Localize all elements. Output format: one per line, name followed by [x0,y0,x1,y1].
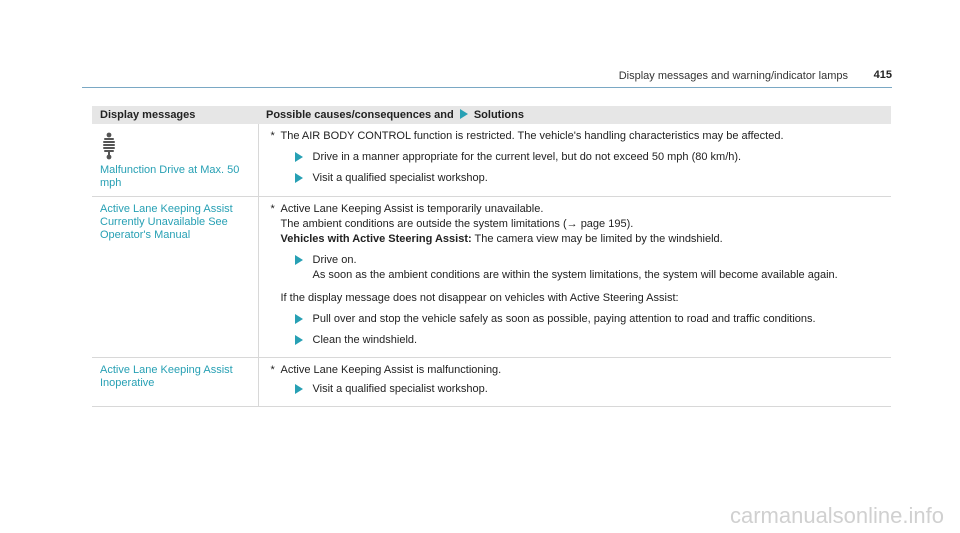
follow-up-note: If the display message does not disappear on vehicles with Active Steering Assist: [280,292,679,304]
arrow-right-icon [295,173,303,183]
display-message-text: Active Lane Keeping Assist Currently Unavailable See Operator's Manual [100,203,233,241]
display-message-text: Active Lane Keeping Assist Inoperative [100,364,233,389]
solution-step-line: As soon as the ambient conditions are within the system limitations, the system will become available again. [312,269,838,281]
vehicle-note-rest: The camera view may be limited by the windshield. [471,233,723,245]
arrow-right-icon [295,152,303,162]
solution-step [295,151,884,164]
column-header-messages: Display messages [92,106,258,124]
cause-text: * The AIR BODY CONTROL function is restricted. The vehicle's handling characteristics may be affected. [270,130,784,142]
solution-step [295,334,884,347]
solution-step-text: Drive in a manner appropriate for the current level, but do not exceed 50 mph (80 km/h). [312,151,742,163]
solution-step-text: Visit a qualified specialist workshop. [312,383,488,395]
table-row [92,197,891,358]
column-header-solutions-text: Solutions [473,108,524,121]
solution-cell [258,358,891,407]
column-header-causes [258,106,891,124]
messages-table [92,106,891,407]
arrow-right-icon [295,314,303,324]
vehicle-note [271,233,884,246]
cause-detail-text [271,218,884,231]
header-rule [82,87,892,88]
solution-cell [258,124,891,197]
page-number: 415 [873,69,892,81]
watermark: carmanualsonline.info [729,503,944,528]
suspension-icon [102,132,116,160]
arrow-right-icon [295,255,303,265]
solution-step-text [313,254,838,284]
cause-text-body: Active Lane Keeping Assist is malfunctioning. [280,364,502,376]
arrow-right-icon [295,335,303,345]
solution-step-line: Drive on. [312,254,357,266]
running-header-title: Display messages and warning/indicator lamps [618,70,848,82]
solution-step [295,172,884,185]
arrow-right-icon [460,109,468,122]
display-message-text: Malfunction Drive at Max. 50 mph [100,164,240,189]
message-cell [92,197,258,358]
vehicle-note-lead: Vehicles with Active Steering Assist: [280,233,472,245]
message-cell [92,358,258,407]
solution-step [295,383,884,396]
solution-cell [258,197,891,358]
table-row [92,358,891,407]
cause-text: * Active Lane Keeping Assist is temporarily unavailable. [270,203,544,215]
solution-step [295,254,884,284]
cause-detail-body: The ambient conditions are outside the system limitations (→ page 195). [280,218,634,230]
table-header-row [92,106,891,124]
solution-step [295,313,884,326]
arrow-right-icon [295,384,303,394]
solution-step-text: Clean the windshield. [312,334,418,346]
solution-step-text: Pull over and stop the vehicle safely as soon as possible, paying attention to road and traffic conditions. [312,313,816,325]
solution-step-text: Visit a qualified specialist workshop. [312,172,488,184]
column-header-causes-text: Possible causes/consequences and [266,108,454,121]
cause-text-body: Active Lane Keeping Assist is temporarily unavailable. [280,203,544,215]
table-row [92,124,891,197]
cause-text-body: The AIR BODY CONTROL function is restricted. The vehicle's handling characteristics may be affected. [280,130,784,142]
message-cell [92,124,258,197]
cause-text: * Active Lane Keeping Assist is malfunctioning. [270,364,502,376]
